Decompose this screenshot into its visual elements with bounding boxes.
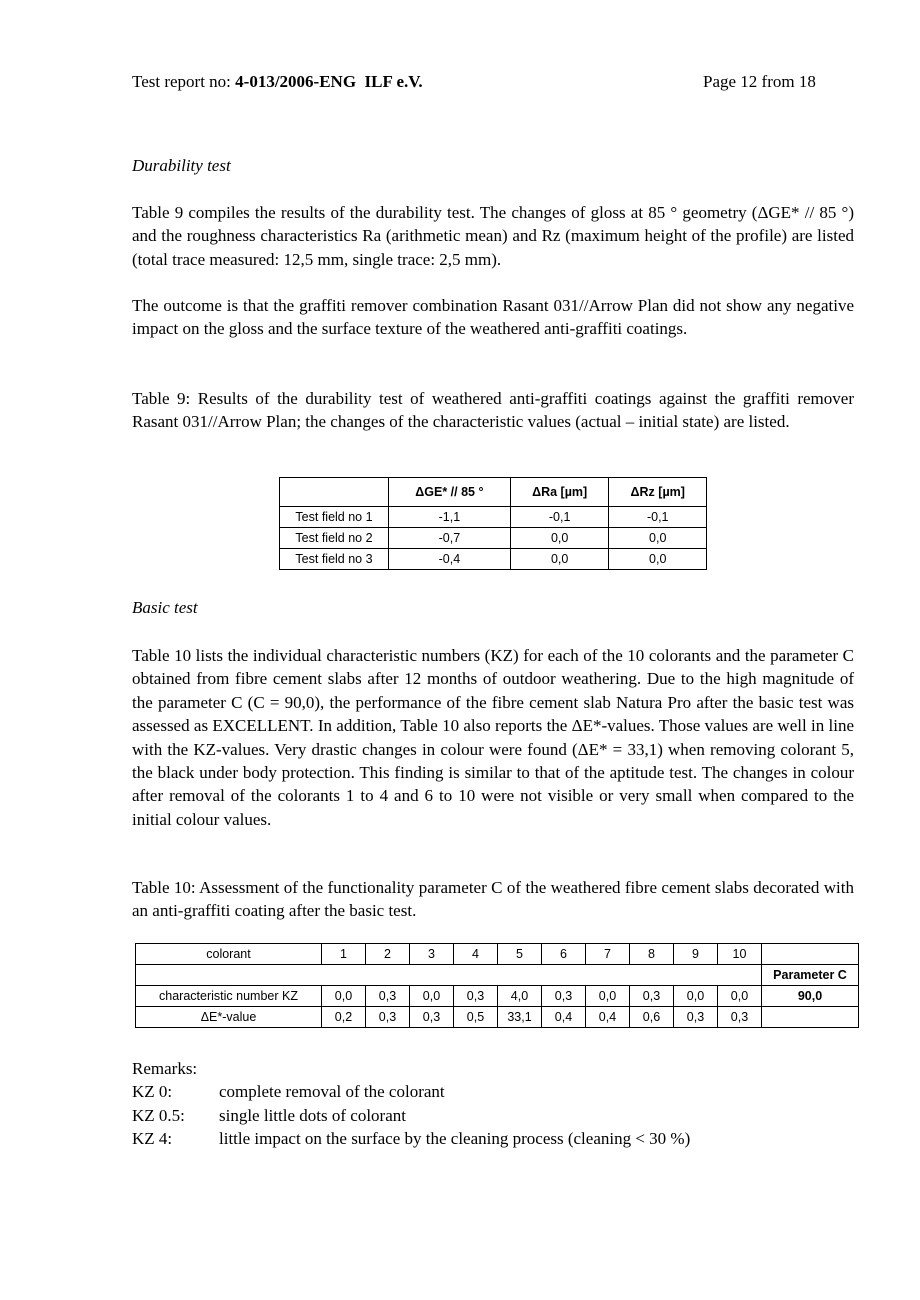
kz-value: 0,0 [410,986,454,1007]
table-cell: -0,4 [389,549,511,570]
colorant-number: 6 [542,944,586,965]
table-cell: 0,0 [510,549,609,570]
report-organization: ILF e.V. [364,72,423,91]
colorant-row [136,944,859,965]
kz-value: 0,0 [674,986,718,1007]
table-9 [279,477,707,570]
remark-text: little impact on the surface by the cleaning process (cleaning < 30 %) [219,1129,691,1149]
basic-paragraph: Table 10 lists the individual characteristic numbers (KZ) for each of the 10 colorants and the parameter C obtained from fibre cement slabs after 12 months of outdoor weathering. Due to the high magnitude of the parameter C (C = 90,0), the performance of the fibre cement slab Natura Pro after the basic test was assessed as EXCELLENT. In addition, Table 10 also reports the ΔE*-values. Those values are well in line with the KZ-values. Very drastic changes in colour were found (ΔE* = 33,1) when removing colorant 5, the black under body protection. This finding is similar to that of the aptitude test. The changes in colour after removal of the colorants 1 to 4 and 6 to 10 were not visible or very small when compared to the initial colour values. [132,646,854,829]
table-cell: 0,0 [609,528,707,549]
parameter-c-value: 90,0 [762,986,859,1007]
remark-text: single little dots of colorant [219,1105,406,1125]
row-label: Test field no 1 [280,507,389,528]
remark-text: complete removal of the colorant [219,1082,445,1102]
colorant-number: 4 [454,944,498,965]
delta-e-value: 33,1 [498,1007,542,1028]
kz-value: 0,3 [630,986,674,1007]
kz-row [136,986,859,1007]
colorant-number: 8 [630,944,674,965]
report-number: 4-013/2006-ENG [235,72,357,91]
colorant-number: 2 [366,944,410,965]
remark-item [132,1080,690,1103]
colorant-number: 9 [674,944,718,965]
kz-value: 0,3 [454,986,498,1007]
kz-value: 0,3 [366,986,410,1007]
remarks-title: Remarks: [132,1059,198,1078]
delta-e-value: 0,4 [542,1007,586,1028]
delta-e-row [136,1007,859,1028]
delta-e-value: 0,4 [586,1007,630,1028]
colorant-number: 7 [586,944,630,965]
kz-label: characteristic number KZ [136,986,322,1007]
header-cell: ΔRa [µm] [510,478,609,507]
basic-heading: Basic test [132,598,198,617]
remarks-section [132,1057,690,1151]
delta-e-value: 0,3 [410,1007,454,1028]
durability-paragraph-2: The outcome is that the graffiti remover combination Rasant 031//Arrow Plan did not show any negative impact on the gloss and the surface texture of the weathered anti-graffiti coatings. [132,296,854,339]
report-header [132,72,423,92]
durability-paragraph-1: Table 9 compiles the results of the durability test. The changes of gloss at 85 ° geometry (ΔGE* // 85 °) and the roughness characteristics Ra (arithmetic mean) and Rz (maximum height of the profile) are listed (total trace measured: 12,5 mm, single trace: 2,5 mm). [132,203,854,269]
table-cell: -0,1 [510,507,609,528]
header-cell: ΔRz [µm] [609,478,707,507]
page-number: Page 12 from 18 [703,72,816,91]
header-cell: ΔGE* // 85 ° [389,478,511,507]
colorant-number: 10 [718,944,762,965]
colorant-number: 1 [322,944,366,965]
header-cell [280,478,389,507]
kz-value: 0,0 [586,986,630,1007]
remark-key: KZ 0.5: [132,1105,185,1125]
delta-e-value: 0,3 [718,1007,762,1028]
durability-heading: Durability test [132,156,231,175]
table-cell: -1,1 [389,507,511,528]
table9-caption: Table 9: Results of the durability test of weathered anti-graffiti coatings against the graffiti remover Rasant 031//Arrow Plan; the changes of the characteristic values (actual – initial state) are listed. [132,389,854,432]
colorant-number: 5 [498,944,542,965]
colorant-number: 3 [410,944,454,965]
kz-value: 0,3 [542,986,586,1007]
kz-value: 4,0 [498,986,542,1007]
remark-item [132,1127,690,1150]
table-10 [135,943,859,1028]
parameter-header-row [136,965,859,986]
table-row [280,507,707,528]
delta-e-value: 0,6 [630,1007,674,1028]
table-cell: 0,0 [510,528,609,549]
empty-cell [136,965,762,986]
table10-caption: Table 10: Assessment of the functionality parameter C of the weathered fibre cement slabs decorated with an anti-graffiti coating after the basic test. [132,878,854,921]
colorant-label: colorant [136,944,322,965]
kz-value: 0,0 [718,986,762,1007]
row-label: Test field no 2 [280,528,389,549]
delta-e-label: ΔE*-value [136,1007,322,1028]
table-cell: -0,7 [389,528,511,549]
delta-e-value: 0,3 [366,1007,410,1028]
report-prefix: Test report no: [132,72,236,91]
table-row [280,528,707,549]
table-header-row [280,478,707,507]
remark-key: KZ 4: [132,1129,173,1149]
kz-value: 0,0 [322,986,366,1007]
table-row [280,549,707,570]
row-label: Test field no 3 [280,549,389,570]
delta-e-value: 0,3 [674,1007,718,1028]
empty-cell [762,1007,859,1028]
empty-cell [762,944,859,965]
table-cell: -0,1 [609,507,707,528]
remark-item [132,1104,690,1127]
delta-e-value: 0,2 [322,1007,366,1028]
remark-key: KZ 0: [132,1082,173,1102]
table-cell: 0,0 [609,549,707,570]
parameter-c-header: Parameter C [762,965,859,986]
delta-e-value: 0,5 [454,1007,498,1028]
